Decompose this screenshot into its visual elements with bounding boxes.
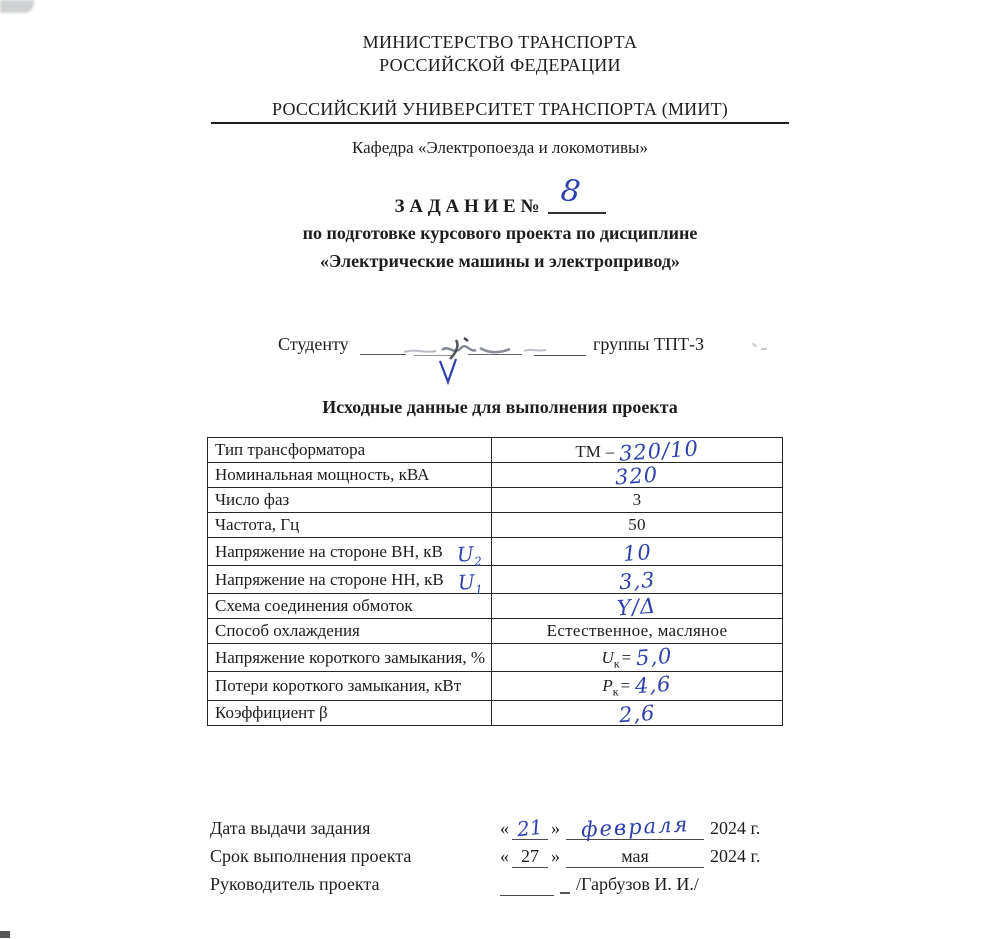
- assignment-heading: [0, 172, 1000, 218]
- quantity-symbol: P: [602, 676, 613, 696]
- issue-year: 2024 г.: [710, 818, 761, 838]
- quote-close: »: [551, 846, 560, 866]
- due-day-value: 27: [521, 846, 539, 866]
- assignment-title: З А Д А Н И Е №: [394, 196, 540, 217]
- table-row: [208, 619, 783, 644]
- issue-month-value: февраля: [580, 812, 690, 842]
- cell-value-printed: 50: [628, 515, 646, 534]
- university-underline: [211, 122, 789, 124]
- issue-day-underline: [512, 814, 548, 842]
- table-row: [208, 438, 783, 463]
- row-label: Напряжение короткого замыкания, %: [208, 644, 492, 672]
- row-label: Схема соединения обмоток: [208, 594, 492, 619]
- table-row: [208, 538, 783, 566]
- cell-value-handwritten: 320/10: [618, 436, 700, 466]
- row-label: Напряжение на стороне НН, кВ: [215, 570, 444, 589]
- cell-value-handwritten: 3,3: [618, 567, 656, 594]
- signature-dash: [560, 892, 570, 894]
- cell-value-printed: 3: [632, 490, 642, 509]
- scan-artifact-top-left: [0, 0, 34, 13]
- group-label: группы ТПТ-3: [593, 334, 704, 354]
- due-month-underline: [566, 846, 704, 868]
- issue-date-label: Дата выдачи задания: [210, 818, 371, 838]
- handwritten-symbol-annotation: $U_2$: [456, 541, 483, 569]
- quantity-symbol: U: [601, 648, 614, 667]
- ministry-header: [0, 31, 1000, 77]
- row-label: Число фаз: [208, 488, 492, 513]
- department-line: Кафедра «Электропоезда и локомотивы»: [352, 138, 648, 157]
- supervisor-label: Руководитель проекта: [210, 874, 380, 894]
- row-label: Потери короткого замыкания, кВт: [208, 672, 492, 700]
- row-label: Номинальная мощность, кВА: [208, 463, 492, 488]
- cell-value-handwritten: 4,6: [634, 672, 673, 699]
- assignment-subtitle-1: по подготовке курсового проекта по дисциплине: [302, 223, 698, 243]
- assignment-number-underline: [548, 172, 606, 214]
- supervisor-row: [0, 874, 1000, 902]
- signature-blank: [500, 874, 554, 896]
- row-label: Тип трансформатора: [208, 438, 492, 463]
- cell-value-printed: Естественное, масляное: [546, 621, 728, 640]
- table-row: [208, 700, 783, 725]
- table-row: [208, 566, 783, 594]
- illegible-mark: [752, 343, 757, 348]
- handwritten-symbol-annotation: $U_1$: [457, 569, 483, 597]
- cell-value-handwritten: 320: [614, 462, 660, 490]
- due-day-underline: [512, 846, 548, 868]
- row-label: Коэффициент β: [208, 700, 492, 725]
- illegible-mark: [761, 348, 767, 351]
- quote-open: «: [500, 846, 509, 866]
- table-row: [208, 463, 783, 488]
- due-year: 2024 г.: [710, 846, 761, 866]
- table-row: [208, 488, 783, 513]
- issue-date-row: [0, 812, 1000, 846]
- row-label: Способ охлаждения: [208, 619, 492, 644]
- student-line: [0, 334, 1000, 390]
- scan-artifact-bottom-left: [0, 931, 10, 938]
- table-row: [208, 594, 783, 619]
- input-data-table: [207, 437, 783, 726]
- due-date-row: [0, 846, 1000, 874]
- assignment-subtitle-2: «Электрические машины и электропривод»: [320, 251, 680, 271]
- quote-open: «: [500, 818, 509, 838]
- redaction-scribble: [398, 326, 578, 368]
- cell-value-handwritten: 2,6: [618, 700, 656, 728]
- row-label: Напряжение на стороне ВН, кВ: [215, 542, 443, 561]
- due-month-value: мая: [621, 846, 649, 866]
- quote-close: »: [551, 818, 560, 838]
- row-label: Частота, Гц: [208, 513, 492, 538]
- due-date-label: Срок выполнения проекта: [210, 846, 412, 866]
- issue-day-value: 21: [516, 814, 544, 842]
- cell-value-handwritten: 10: [621, 539, 653, 566]
- checkmark-icon: [437, 358, 459, 386]
- data-table-title: Исходные данные для выполнения проекта: [322, 397, 678, 417]
- table-row: Потери короткого замыкания, кВт $P_к = 4,6$: [208, 672, 783, 700]
- issue-month-underline: [566, 812, 704, 842]
- ministry-line-1: МИНИСТЕРСТВО ТРАНСПОРТА: [362, 32, 638, 52]
- cell-value-handwritten: Y/Δ: [616, 593, 658, 621]
- student-label: Студенту: [278, 334, 349, 354]
- footer-section: [0, 812, 1000, 902]
- table-row: Напряжение короткого замыкания, % $U_к = 5,0$: [208, 644, 783, 672]
- ministry-line-2: РОССИЙСКОЙ ФЕДЕРАЦИИ: [379, 55, 621, 75]
- cell-value-printed: ТМ –: [575, 442, 615, 461]
- supervisor-signature: /Гарбузов И. И./: [576, 874, 699, 894]
- cell-value-handwritten: 5,0: [635, 643, 674, 671]
- assignment-number-handwritten: 8: [558, 172, 582, 211]
- university-title: РОССИЙСКИЙ УНИВЕРСИТЕТ ТРАНСПОРТА (МИИТ): [272, 99, 728, 119]
- table-row: [208, 513, 783, 538]
